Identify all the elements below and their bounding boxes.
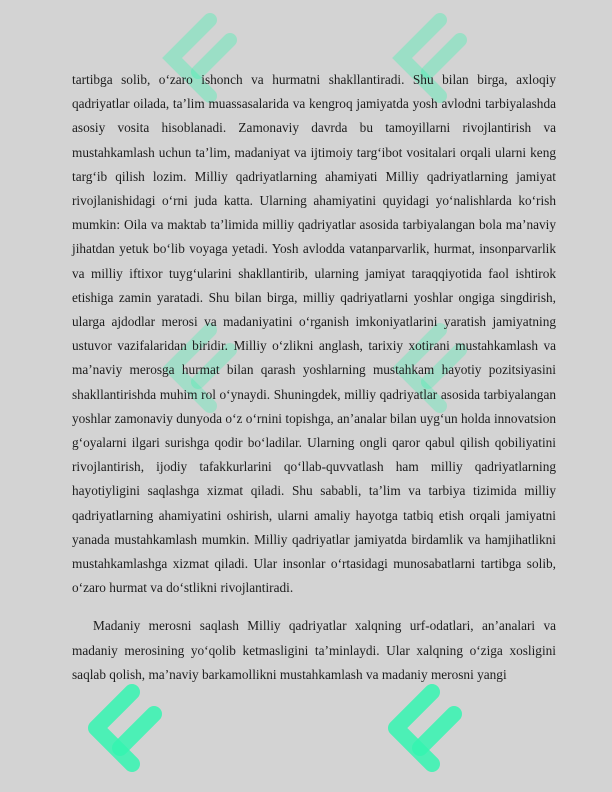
body-text — [72, 68, 556, 687]
paragraph: tartibga solib, o‘zaro ishonch va hurmatni shakllantiradi. Shu bilan birga, axloqiy qadriyatlar oilada, ta’lim muassasalarida va kengroq jamiyatda yosh avlodni tarbiyalashda asosiy vosita hisoblanadi. Zamonaviy davrda bu tamoyillarni rivojlantirish va mustahkamlash uchun ta’lim, madaniyat va ijtimoiy targ‘ibot vositalari orqali ularni keng targ‘ib qilish lozim. Milliy qadriyatlarning ahamiyati Milliy qadriyatlarning jamiyat rivojlanishidagi o‘rni juda katta. Ularning ahamiyatini quyidagi yo‘nalishlarda ko‘rish mumkin: Oila va maktab ta’limida milliy qadriyatlar asosida tarbiyalangan bola ma’naviy jihatdan yetuk bo‘lib voyaga yetadi. Yosh avlodda vatanparvarlik, hurmat, insonparvarlik va milliy iftixor tuyg‘ularini shakllantirib, ularning jamiyat taraqqiyotida faol ishtirok etishiga zamin yaratadi. Shu bilan birga, milliy qadriyatlarni yoshlar ongiga singdirish, ularga ajdodlar merosi va madaniyatini o‘rganish imkoniyatlarini yaratish jamiyatning ustuvor vazifalaridan biridir. Milliy o‘zlikni anglash, tarixiy xotirani mustahkamlash va ma’naviy merosga hurmat bilan qarash yoshlarning mustahkam hayotiy pozitsiyasini shakllantirishda muhim rol o‘ynaydi. Shuningdek, milliy qadriyatlar asosida tarbiyalangan yoshlar zamonaviy dunyoda o‘z o‘rnini topishga, an’analar bilan uyg‘un holda innovatsion g‘oyalarni ilgari surishga qodir bo‘ladilar. Ularning ongli qaror qabul qilish qobiliyatini rivojlantirish, ijodiy tafakkurlarini qo‘llab-quvvatlash ham milliy qadriyatlarning hayotiyligini saqlashga xizmat qiladi. Shu sababli, ta’lim va tarbiya tizimida milliy qadriyatlarning ahamiyatini oshirish, ularni amaliy hayotga tatbiq etish orqali jamiyatni yanada mustahkamlash mumkin. Milliy qadriyatlar jamiyatda birdamlik va hamjihatlikni mustahkamlashga xizmat qiladi. Ular insonlar o‘rtasidagi munosabatlarni tartibga solib, o‘zaro hurmat va do‘stlikni rivojlantiradi. — [72, 72, 556, 596]
watermark-logo-icon — [370, 680, 480, 792]
watermark-logo-icon — [70, 680, 180, 792]
paragraph: Madaniy merosni saqlash Milliy qadriyatlar xalqning urf-odatlari, an’analari va madaniy merosining yo‘qolib ketmasligini ta’minlaydi. Ular xalqning o‘ziga xosligini saqlab qolish, ma’naviy barkamollikni mustahkamlash va madaniy merosni yangi — [72, 618, 556, 682]
